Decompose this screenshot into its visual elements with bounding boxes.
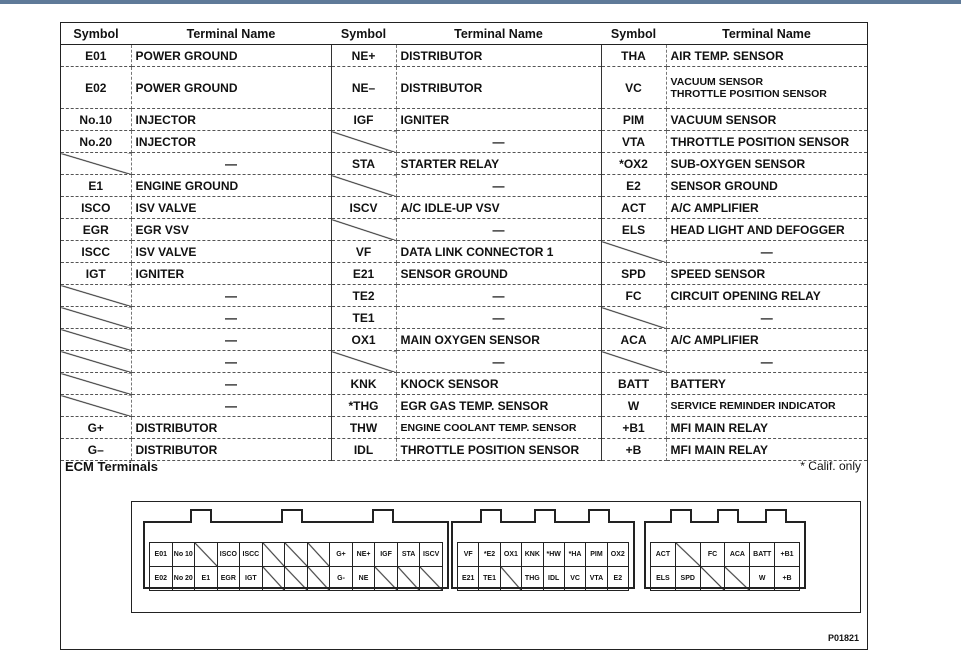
connector-pin: E2 [613,574,623,582]
connector-pin: +B [782,574,792,582]
connector-pin: ACT [651,543,676,566]
terminal-symbol: THW [331,417,396,439]
table-row [61,395,867,417]
connector-latch [588,509,610,523]
terminal-symbol: W [601,395,666,417]
terminal-symbol: VC [601,67,666,109]
terminal-symbol [601,307,666,329]
connector-pin: G+ [330,543,353,566]
connector-pin [308,543,331,566]
table-row [61,219,867,241]
connector-pin [701,567,726,590]
connector-pin: NE [353,567,376,590]
connector-pin: VTA [586,567,607,590]
connector-pin [398,567,421,590]
connector-pin: ISCO [218,543,241,566]
terminal-symbol: *THG [331,395,396,417]
table-row [61,351,867,373]
terminal-symbol: OX1 [331,329,396,351]
terminal-symbol: *OX2 [601,153,666,175]
terminal-symbol: NE+ [331,45,396,67]
table-row [61,439,867,461]
table-row [61,241,867,263]
terminal-name: SENSOR GROUND [666,175,867,197]
connector-pin: E1 [195,567,218,590]
terminal-name: — [131,329,331,351]
terminal-name: AIR TEMP. SENSOR [666,45,867,67]
connector-latch [372,509,394,523]
terminal-symbol: ISCV [331,197,396,219]
terminal-symbol: PIM [601,109,666,131]
terminal-name: SUB-OXYGEN SENSOR [666,153,867,175]
terminal-name: ISV VALVE [131,197,331,219]
connector-pin: E01 [150,543,173,566]
connector-pin: OX1 [501,543,522,566]
terminal-name: — [396,175,601,197]
header-symbol: Symbol [61,23,131,45]
connector-latch [480,509,502,523]
connector-pin: IDL [544,567,565,590]
terminal-symbol: STA [331,153,396,175]
header-terminal-name: Terminal Name [131,23,331,45]
connector-pin: THG [522,567,543,590]
table-row [61,285,867,307]
connector-pin: STA [398,543,421,566]
connector-pin: OX2 [610,550,625,558]
connector-latch [534,509,556,523]
table-header [61,23,867,45]
terminal-symbol: E21 [331,263,396,285]
terminal-symbol [61,307,131,329]
table-row [61,153,867,175]
terminal-symbol: E1 [61,175,131,197]
connector-latch [717,509,739,523]
terminal-symbol: BATT [601,373,666,395]
terminal-symbol [601,241,666,263]
connector-pin: *HA [565,543,586,566]
connector-pin: BATT [750,543,775,566]
terminal-symbol: IGT [61,263,131,285]
terminal-symbol [61,153,131,175]
table-row [61,307,867,329]
terminal-name: SENSOR GROUND [396,263,601,285]
window-top-bar [0,0,961,4]
connector-pin: G- [330,567,353,590]
calif-only-note: * Calif. only [800,459,861,473]
terminal-name: ENGINE GROUND [131,175,331,197]
terminal-name: — [131,351,331,373]
terminal-name: THROTTLE POSITION SENSOR [666,131,867,153]
connector-pin: ELS [651,567,676,590]
connector-pin: TE1 [479,567,500,590]
terminal-symbol: FC [601,285,666,307]
connector-pin: VF [458,543,479,566]
connector-pin: W [750,567,775,590]
header-symbol: Symbol [331,23,396,45]
connector-pin: NE+ [353,543,376,566]
terminal-symbol [331,175,396,197]
terminal-name: IGNITER [131,263,331,285]
connector-pin: *HW [544,543,565,566]
terminal-name: POWER GROUND [131,45,331,67]
terminal-symbol [61,395,131,417]
terminal-name: KNOCK SENSOR [396,373,601,395]
terminal-symbol: EGR [61,219,131,241]
terminal-name: DISTRIBUTOR [131,439,331,461]
terminal-name: — [396,131,601,153]
table-row [61,373,867,395]
connector-pin: E21 [458,567,479,590]
connector-pin [263,543,286,566]
terminal-symbol [61,329,131,351]
connector-latch [670,509,692,523]
connector-pin [308,567,331,590]
connector-pin: PIM [586,543,607,566]
terminal-symbol [601,351,666,373]
terminal-symbol: +B [601,439,666,461]
table-row [61,263,867,285]
terminal-name: BATTERY [666,373,867,395]
connector-pin: EGR [218,567,241,590]
connector-pin: VC [565,567,586,590]
terminal-name: SPEED SENSOR [666,263,867,285]
connector-pin [263,567,286,590]
terminal-symbol: G– [61,439,131,461]
terminal-symbol: G+ [61,417,131,439]
figure-code: P01821 [827,633,859,643]
terminal-name: DATA LINK CONNECTOR 1 [396,241,601,263]
terminal-name: A/C AMPLIFIER [666,197,867,219]
terminal-symbol: ISCO [61,197,131,219]
terminal-symbol: E01 [61,45,131,67]
connector-pin: E02 [150,567,173,590]
terminal-name: POWER GROUND [131,67,331,109]
terminal-name: INJECTOR [131,131,331,153]
terminal-name: — [666,307,867,329]
terminal-name: INJECTOR [131,109,331,131]
terminal-symbol: E2 [601,175,666,197]
terminal-name: — [131,373,331,395]
terminal-symbol: VF [331,241,396,263]
connector-pin: IGF [375,543,398,566]
terminal-symbol: ISCC [61,241,131,263]
terminal-name: — [666,351,867,373]
terminal-name: A/C IDLE-UP VSV [396,197,601,219]
connector-pin: +B1 [780,550,794,558]
connector-pin: SPD [676,567,701,590]
connector-pin: ISCV [422,550,440,558]
terminal-table [61,23,867,461]
terminal-name: — [666,241,867,263]
terminal-name: — [131,395,331,417]
terminal-name: DISTRIBUTOR [131,417,331,439]
terminal-name: IGNITER [396,109,601,131]
terminal-symbol: ELS [601,219,666,241]
terminal-name: MAIN OXYGEN SENSOR [396,329,601,351]
connector-pin: *E2 [479,543,500,566]
terminal-symbol [331,351,396,373]
terminal-name: — [131,153,331,175]
connector-pin: IGT [240,567,263,590]
header-symbol: Symbol [601,23,666,45]
terminal-symbol: THA [601,45,666,67]
connector-latch [765,509,787,523]
connector-pin [285,567,308,590]
terminal-symbol [61,285,131,307]
header-terminal-name: Terminal Name [396,23,601,45]
connector-block [451,521,635,589]
terminal-name: ENGINE COOLANT TEMP. SENSOR [396,417,601,439]
connector-pin: No 20 [173,567,196,590]
ecm-terminal-sheet [60,22,868,650]
terminal-symbol: TE1 [331,307,396,329]
table-row [61,417,867,439]
terminal-symbol: ACA [601,329,666,351]
terminal-name: MFI MAIN RELAY [666,417,867,439]
connector-pin [375,567,398,590]
terminal-name: A/C AMPLIFIER [666,329,867,351]
terminal-symbol: VTA [601,131,666,153]
terminal-name: — [396,307,601,329]
connector-pin [725,567,750,590]
terminal-symbol: +B1 [601,417,666,439]
table-row [61,329,867,351]
terminal-name: VACUUM SENSOR THROTTLE POSITION SENSOR [666,67,867,109]
connector-latch [281,509,303,523]
table-row [61,45,867,67]
terminal-symbol: IGF [331,109,396,131]
terminal-name: — [131,285,331,307]
table-row [61,67,867,109]
terminal-name: ISV VALVE [131,241,331,263]
terminal-symbol: IDL [331,439,396,461]
connector-pin [676,543,701,566]
connector-pin [501,567,522,590]
header-terminal-name: Terminal Name [666,23,867,45]
terminal-symbol: ACT [601,197,666,219]
terminal-name: — [396,285,601,307]
terminal-name: — [396,219,601,241]
terminal-symbol [61,373,131,395]
connector-pin [195,543,218,566]
terminal-name: HEAD LIGHT AND DEFOGGER [666,219,867,241]
connector-pin [420,567,442,590]
terminal-symbol [61,351,131,373]
connector-pin: ACA [725,543,750,566]
ecm-terminals-title: ECM Terminals [65,459,158,474]
connector-pin: KNK [522,543,543,566]
terminal-name: EGR VSV [131,219,331,241]
terminal-name: — [396,351,601,373]
terminal-name: STARTER RELAY [396,153,601,175]
connector-latch [190,509,212,523]
table-row [61,175,867,197]
terminal-name: VACUUM SENSOR [666,109,867,131]
connector-pin: ISCC [240,543,263,566]
terminal-name: EGR GAS TEMP. SENSOR [396,395,601,417]
terminal-symbol [331,131,396,153]
terminal-name: SERVICE REMINDER INDICATOR [666,395,867,417]
terminal-name: CIRCUIT OPENING RELAY [666,285,867,307]
terminal-symbol: No.10 [61,109,131,131]
terminal-name: THROTTLE POSITION SENSOR [396,439,601,461]
terminal-symbol: NE– [331,67,396,109]
terminal-name: DISTRIBUTOR [396,45,601,67]
terminal-symbol: No.20 [61,131,131,153]
connector-block [644,521,806,589]
connector-pin [285,543,308,566]
terminal-name: MFI MAIN RELAY [666,439,867,461]
terminal-symbol: KNK [331,373,396,395]
table-row [61,109,867,131]
table-row [61,197,867,219]
terminal-symbol: SPD [601,263,666,285]
connector-pin: No 10 [173,543,196,566]
terminal-symbol: E02 [61,67,131,109]
connector-pin: FC [701,543,726,566]
terminal-symbol: TE2 [331,285,396,307]
connector-block [143,521,449,589]
terminal-name: — [131,307,331,329]
table-row [61,131,867,153]
terminal-symbol [331,219,396,241]
terminal-name: DISTRIBUTOR [396,67,601,109]
